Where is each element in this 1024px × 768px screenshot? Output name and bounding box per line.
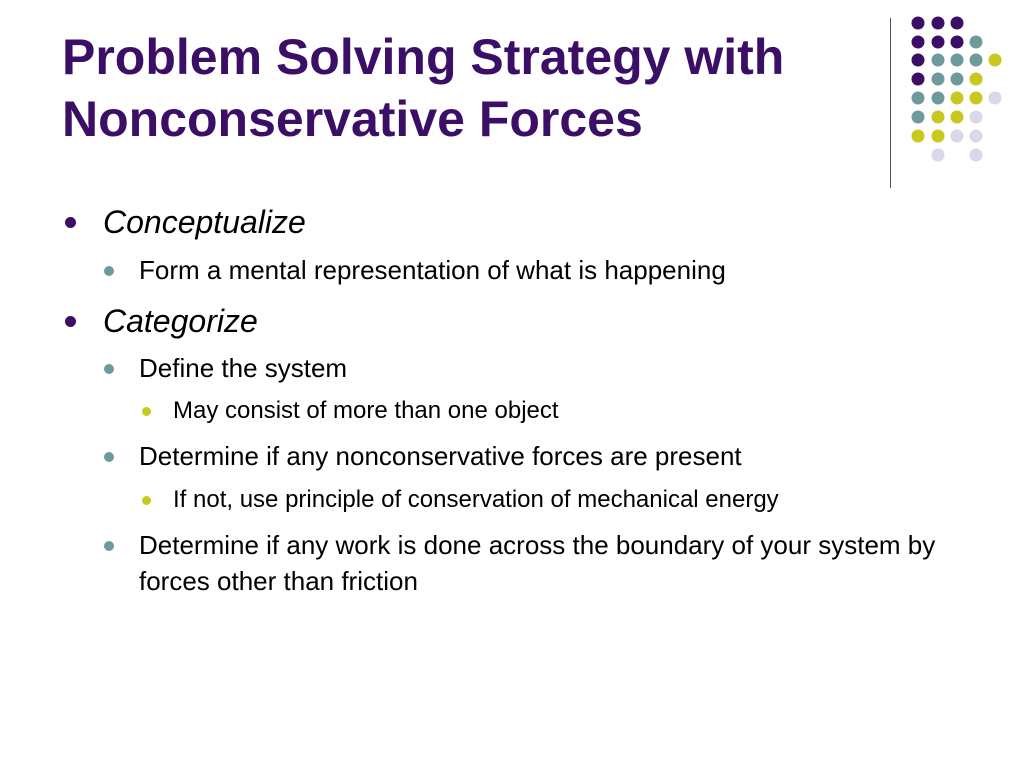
bullet-categorize: Categorize xyxy=(103,303,258,339)
bullet-conceptualize: Conceptualize xyxy=(103,204,306,240)
bullet-nonconservative-forces-present: Determine if any nonconservative forces are present xyxy=(139,441,742,471)
bullet-marker xyxy=(104,452,114,462)
bullet-marker xyxy=(142,407,151,416)
bullet-marker xyxy=(65,217,76,228)
bullet-marker xyxy=(104,266,114,276)
bullet-define-system: Define the system xyxy=(139,353,348,383)
bullet-form-mental-representation: Form a mental representation of what is happening xyxy=(139,255,726,285)
bullet-more-than-one-object: May consist of more than one object xyxy=(173,397,559,424)
bullet-marker xyxy=(104,541,114,551)
slide-title-line-1: Problem Solving Strategy with xyxy=(62,29,785,85)
bullet-work-across-boundary: Determine if any work is done across the boundary of your system by forces other than friction xyxy=(139,530,936,596)
bullet-marker xyxy=(142,496,151,505)
bullet-marker xyxy=(104,364,114,374)
bullet-marker xyxy=(65,316,76,327)
slide-title-line-2: Nonconservative Forces xyxy=(62,91,643,147)
bullet-conservation-principle: If not, use principle of conservation of mechanical energy xyxy=(173,486,779,513)
